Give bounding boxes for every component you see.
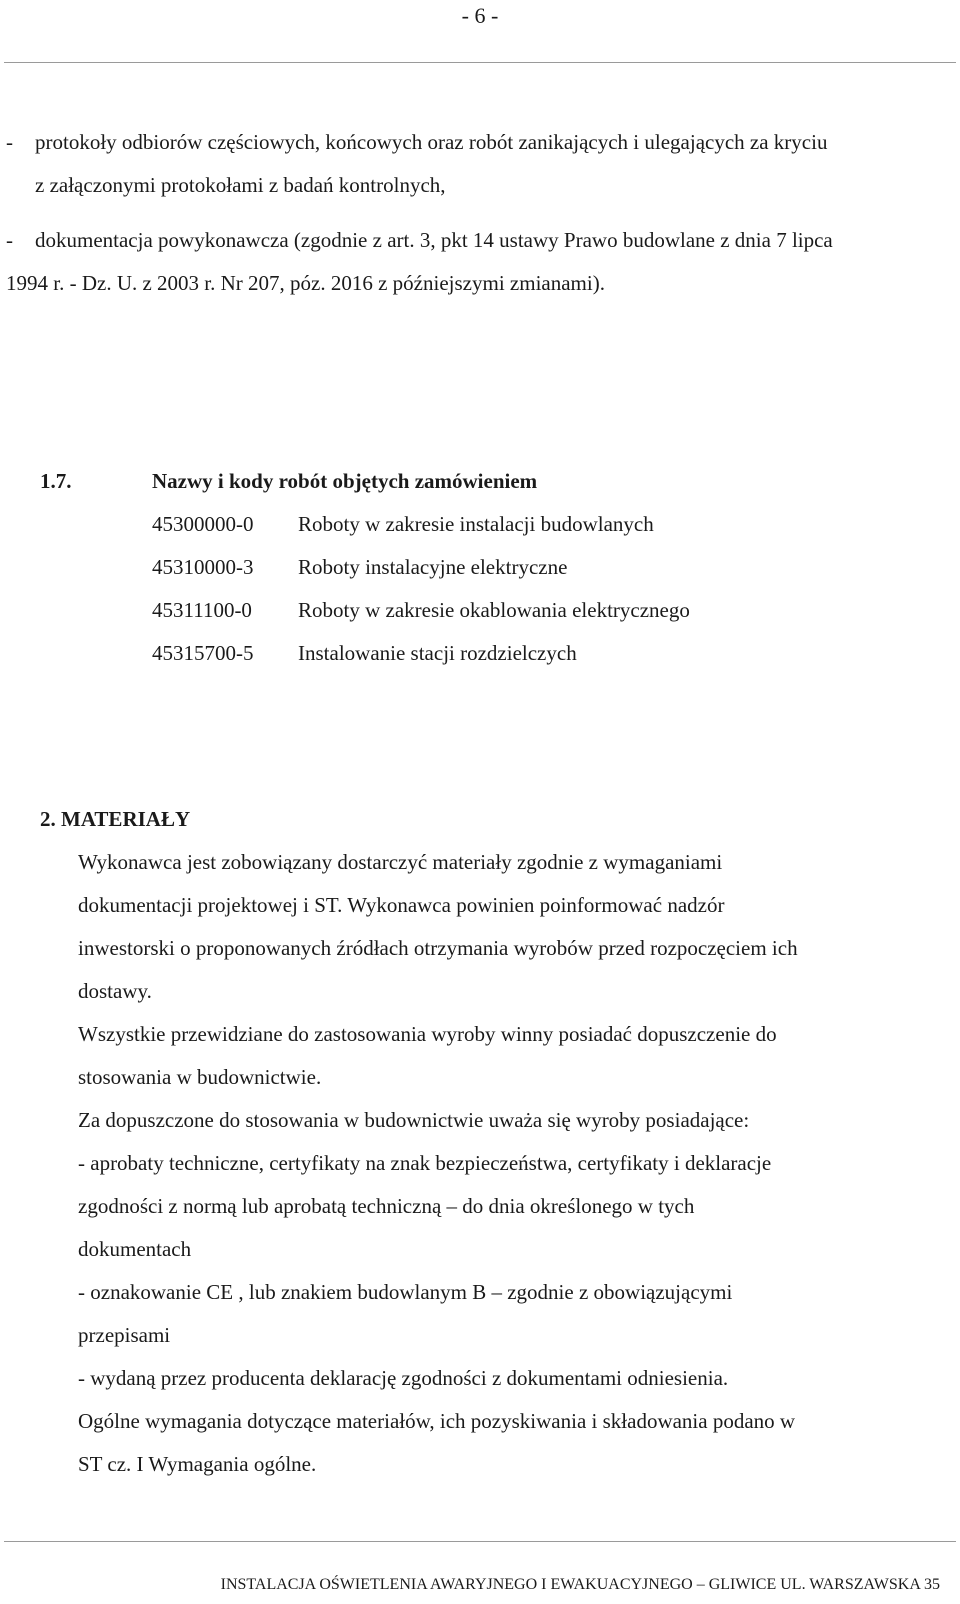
list-item-line: z załączonymi protokołami z badań kontrolnych, <box>35 173 446 197</box>
section-materials <box>40 798 940 1486</box>
list-item-line: protokoły odbiorów częściowych, końcowych oraz robót zanikających i ulegających za kryciu <box>35 130 828 154</box>
work-code: 45315700-5 <box>152 641 254 665</box>
work-code: 45300000-0 <box>152 512 254 536</box>
list-item-line: dokumentacja powykonawcza (zgodnie z art. 3, pkt 14 ustawy Prawo budowlane z dnia 7 lipca <box>35 228 833 252</box>
work-description: Instalowanie stacji rozdzielczych <box>298 641 577 665</box>
section-body <box>40 841 940 1486</box>
body-line: dostawy. <box>78 979 152 1003</box>
body-line: inwestorski o proponowanych źródłach otrzymania wyrobów przed rozpoczęciem ich <box>78 936 798 960</box>
page-footer: INSTALACJA OŚWIETLENIA AWARYJNEGO I EWAKUACYJNEGO – GLIWICE UL. WARSZAWSKA 35 <box>220 1576 940 1593</box>
page-number: - 6 - <box>461 3 499 28</box>
work-code: 45311100-0 <box>152 598 252 622</box>
table-row <box>152 589 690 632</box>
body-line: Wszystkie przewidziane do zastosowania wyroby winny posiadać dopuszczenie do <box>78 1022 777 1046</box>
work-description: Roboty w zakresie okablowania elektrycznego <box>298 598 690 622</box>
header-divider <box>4 62 956 63</box>
table-row <box>152 546 690 589</box>
body-line: Ogólne wymagania dotyczące materiałów, ich pozyskiwania i składowania podano w <box>78 1409 796 1433</box>
work-description: Roboty w zakresie instalacji budowlanych <box>298 512 654 536</box>
body-line: dokumentacji projektowej i ST. Wykonawca powinien poinformować nadzór <box>78 893 725 917</box>
section-title: Nazwy i kody robót objętych zamówieniem <box>152 469 538 493</box>
list-dash: - <box>6 228 13 252</box>
section-heading: 2. MATERIAŁY <box>40 807 191 831</box>
list-item <box>6 219 946 305</box>
body-line: dokumentach <box>78 1237 192 1261</box>
body-line: ST cz. I Wymagania ogólne. <box>78 1452 317 1476</box>
footer-divider <box>4 1541 956 1542</box>
body-line: - aprobaty techniczne, certyfikaty na znak bezpieczeństwa, certyfikaty i deklaracje <box>78 1151 772 1175</box>
work-code: 45310000-3 <box>152 555 254 579</box>
list-item-line: 1994 r. - Dz. U. z 2003 r. Nr 207, póz. 2016 z późniejszymi zmianami). <box>6 271 605 295</box>
work-codes-table <box>152 503 690 675</box>
list-item <box>6 121 946 207</box>
body-line: Wykonawca jest zobowiązany dostarczyć materiały zgodnie z wymaganiami <box>78 850 723 874</box>
work-description: Roboty instalacyjne elektryczne <box>298 555 568 579</box>
body-line: - wydaną przez producenta deklarację zgodności z dokumentami odniesienia. <box>78 1366 729 1390</box>
body-line: stosowania w budownictwie. <box>78 1065 322 1089</box>
table-row <box>152 503 690 546</box>
table-row <box>152 632 690 675</box>
body-line: Za dopuszczone do stosowania w budownictwie uważa się wyroby posiadające: <box>78 1108 750 1132</box>
body-line: - oznakowanie CE , lub znakiem budowlanym B – zgodnie z obowiązującymi <box>78 1280 733 1304</box>
section-number: 1.7. <box>40 469 72 493</box>
body-line: zgodności z normą lub aprobatą techniczną – do dnia określonego w tych <box>78 1194 695 1218</box>
body-line: przepisami <box>78 1323 171 1347</box>
list-dash: - <box>6 130 13 154</box>
